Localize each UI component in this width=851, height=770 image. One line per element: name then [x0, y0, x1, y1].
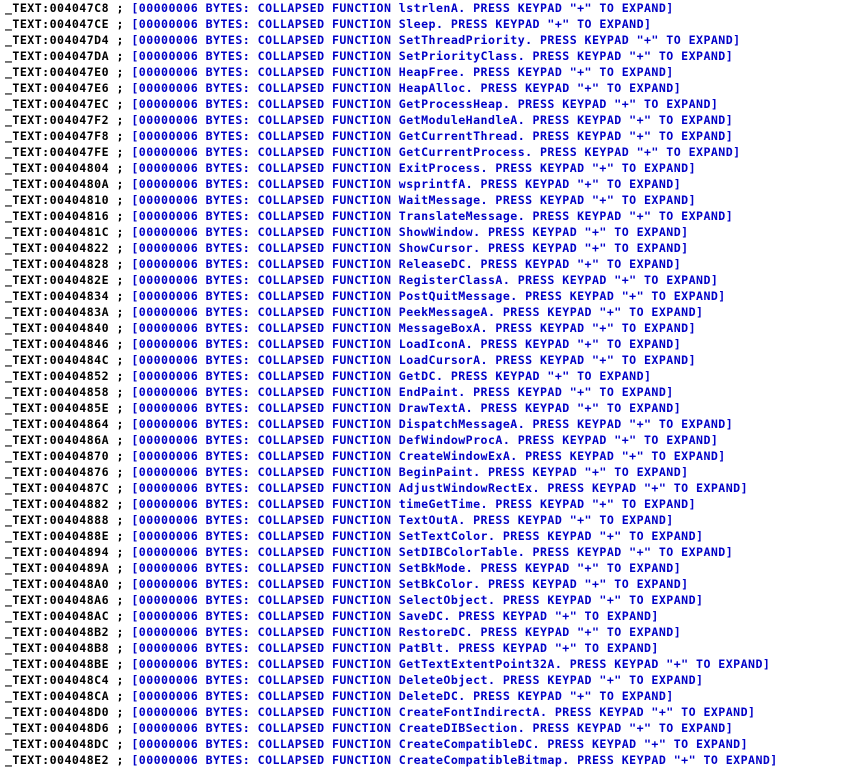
collapsed-function-comment[interactable]: [00000006 BYTES: COLLAPSED FUNCTION GetCurrentProcess. PRESS KEYPAD "+" TO EXPAND]: [131, 145, 741, 159]
line-address[interactable]: _TEXT:004047C8: [5, 1, 110, 15]
comment-separator: ;: [109, 721, 132, 735]
collapsed-function-comment[interactable]: [00000006 BYTES: COLLAPSED FUNCTION DispatchMessageA. PRESS KEYPAD "+" TO EXPAND]: [131, 417, 734, 431]
collapsed-function-comment[interactable]: [00000006 BYTES: COLLAPSED FUNCTION HeapFree. PRESS KEYPAD "+" TO EXPAND]: [131, 65, 674, 79]
line-address[interactable]: _TEXT:00404840: [5, 321, 110, 335]
line-address[interactable]: _TEXT:004048B8: [5, 641, 110, 655]
line-address[interactable]: _TEXT:00404834: [5, 289, 110, 303]
listing-line[interactable]: [5, 288, 851, 304]
comment-separator: ;: [109, 81, 132, 95]
line-address[interactable]: _TEXT:0040488E: [5, 529, 110, 543]
comment-separator: ;: [109, 753, 132, 767]
comment-separator: ;: [109, 193, 132, 207]
line-address[interactable]: _TEXT:004048DC: [5, 737, 110, 751]
collapsed-function-comment[interactable]: [00000006 BYTES: COLLAPSED FUNCTION SetBkMode. PRESS KEYPAD "+" TO EXPAND]: [131, 561, 682, 575]
comment-separator: ;: [109, 289, 132, 303]
line-address[interactable]: _TEXT:0040481C: [5, 225, 110, 239]
listing-line[interactable]: [5, 544, 851, 560]
comment-separator: ;: [109, 177, 132, 191]
comment-separator: ;: [109, 129, 132, 143]
collapsed-function-comment[interactable]: [00000006 BYTES: COLLAPSED FUNCTION TextOutA. PRESS KEYPAD "+" TO EXPAND]: [131, 513, 674, 527]
comment-separator: ;: [109, 449, 132, 463]
line-address[interactable]: _TEXT:004048D0: [5, 705, 110, 719]
collapsed-function-comment[interactable]: [00000006 BYTES: COLLAPSED FUNCTION timeGetTime. PRESS KEYPAD "+" TO EXPAND]: [131, 497, 697, 511]
comment-separator: ;: [109, 657, 132, 671]
listing-line[interactable]: [5, 112, 851, 128]
comment-separator: ;: [109, 609, 132, 623]
line-address[interactable]: _TEXT:00404810: [5, 193, 110, 207]
line-address[interactable]: _TEXT:004048A0: [5, 577, 110, 591]
listing-line[interactable]: [5, 80, 851, 96]
comment-separator: ;: [109, 577, 132, 591]
comment-separator: ;: [109, 529, 132, 543]
listing-line[interactable]: [5, 656, 851, 672]
collapsed-function-comment[interactable]: [00000006 BYTES: COLLAPSED FUNCTION SetPriorityClass. PRESS KEYPAD "+" TO EXPAND]: [131, 49, 734, 63]
comment-separator: ;: [109, 33, 132, 47]
collapsed-function-comment[interactable]: [00000006 BYTES: COLLAPSED FUNCTION CreateDIBSection. PRESS KEYPAD "+" TO EXPAND]: [131, 721, 734, 735]
collapsed-function-comment[interactable]: [00000006 BYTES: COLLAPSED FUNCTION CreateCompatibleBitmap. PRESS KEYPAD "+" TO EXPAND]: [131, 753, 778, 767]
comment-separator: ;: [109, 273, 132, 287]
collapsed-function-comment[interactable]: [00000006 BYTES: COLLAPSED FUNCTION DeleteObject. PRESS KEYPAD "+" TO EXPAND]: [131, 673, 704, 687]
line-address[interactable]: _TEXT:0040483A: [5, 305, 110, 319]
comment-separator: ;: [109, 737, 132, 751]
listing-line[interactable]: [5, 464, 851, 480]
listing-line[interactable]: [5, 16, 851, 32]
collapsed-function-comment[interactable]: [00000006 BYTES: COLLAPSED FUNCTION PeekMessageA. PRESS KEYPAD "+" TO EXPAND]: [131, 305, 704, 319]
listing-line[interactable]: [5, 96, 851, 112]
collapsed-function-comment[interactable]: [00000006 BYTES: COLLAPSED FUNCTION GetTextExtentPoint32A. PRESS KEYPAD "+" TO EXPAND]: [131, 657, 771, 671]
comment-separator: ;: [109, 705, 132, 719]
collapsed-function-comment[interactable]: [00000006 BYTES: COLLAPSED FUNCTION BeginPaint. PRESS KEYPAD "+" TO EXPAND]: [131, 465, 689, 479]
line-address[interactable]: _TEXT:004047CE: [5, 17, 110, 31]
line-address[interactable]: _TEXT:004048BE: [5, 657, 110, 671]
collapsed-function-comment[interactable]: [00000006 BYTES: COLLAPSED FUNCTION CreateWindowExA. PRESS KEYPAD "+" TO EXPAND]: [131, 449, 726, 463]
comment-separator: ;: [109, 641, 132, 655]
listing-line[interactable]: [5, 352, 851, 368]
listing-line[interactable]: [5, 224, 851, 240]
collapsed-function-comment[interactable]: [00000006 BYTES: COLLAPSED FUNCTION SelectObject. PRESS KEYPAD "+" TO EXPAND]: [131, 593, 704, 607]
collapsed-function-comment[interactable]: [00000006 BYTES: COLLAPSED FUNCTION EndPaint. PRESS KEYPAD "+" TO EXPAND]: [131, 385, 674, 399]
line-address[interactable]: _TEXT:004048E2: [5, 753, 110, 767]
line-address[interactable]: _TEXT:004048C4: [5, 673, 110, 687]
collapsed-function-comment[interactable]: [00000006 BYTES: COLLAPSED FUNCTION LoadCursorA. PRESS KEYPAD "+" TO EXPAND]: [131, 353, 697, 367]
line-address[interactable]: _TEXT:004047E0: [5, 65, 110, 79]
comment-separator: ;: [109, 17, 132, 31]
collapsed-function-comment[interactable]: [00000006 BYTES: COLLAPSED FUNCTION GetModuleHandleA. PRESS KEYPAD "+" TO EXPAND]: [131, 113, 734, 127]
collapsed-function-comment[interactable]: [00000006 BYTES: COLLAPSED FUNCTION CreateFontIndirectA. PRESS KEYPAD "+" TO EXPAND]: [131, 705, 756, 719]
listing-line[interactable]: [5, 240, 851, 256]
comment-separator: ;: [109, 673, 132, 687]
listing-line[interactable]: [5, 368, 851, 384]
listing-line[interactable]: [5, 176, 851, 192]
listing-line[interactable]: [5, 672, 851, 688]
collapsed-function-comment[interactable]: [00000006 BYTES: COLLAPSED FUNCTION PatBlt. PRESS KEYPAD "+" TO EXPAND]: [131, 641, 659, 655]
comment-separator: ;: [109, 305, 132, 319]
listing-line[interactable]: [5, 320, 851, 336]
listing-line[interactable]: [5, 528, 851, 544]
line-address[interactable]: _TEXT:00404804: [5, 161, 110, 175]
comment-separator: ;: [109, 497, 132, 511]
listing-line[interactable]: [5, 32, 851, 48]
disassembly-listing[interactable]: [5, 0, 851, 768]
comment-separator: ;: [109, 433, 132, 447]
listing-line[interactable]: [5, 384, 851, 400]
comment-separator: ;: [109, 161, 132, 175]
listing-line[interactable]: [5, 608, 851, 624]
collapsed-function-comment[interactable]: [00000006 BYTES: COLLAPSED FUNCTION DrawTextA. PRESS KEYPAD "+" TO EXPAND]: [131, 401, 682, 415]
line-address[interactable]: _TEXT:0040484C: [5, 353, 110, 367]
comment-separator: ;: [109, 465, 132, 479]
listing-line[interactable]: [5, 304, 851, 320]
comment-separator: ;: [109, 625, 132, 639]
collapsed-function-comment[interactable]: [00000006 BYTES: COLLAPSED FUNCTION RestoreDC. PRESS KEYPAD "+" TO EXPAND]: [131, 625, 682, 639]
line-address[interactable]: _TEXT:004047FE: [5, 145, 110, 159]
listing-line[interactable]: [5, 192, 851, 208]
line-address[interactable]: _TEXT:0040489A: [5, 561, 110, 575]
collapsed-function-comment[interactable]: [00000006 BYTES: COLLAPSED FUNCTION LoadIconA. PRESS KEYPAD "+" TO EXPAND]: [131, 337, 682, 351]
line-address[interactable]: _TEXT:00404894: [5, 545, 110, 559]
collapsed-function-comment[interactable]: [00000006 BYTES: COLLAPSED FUNCTION lstrlenA. PRESS KEYPAD "+" TO EXPAND]: [131, 1, 674, 15]
collapsed-function-comment[interactable]: [00000006 BYTES: COLLAPSED FUNCTION ShowCursor. PRESS KEYPAD "+" TO EXPAND]: [131, 241, 689, 255]
listing-line[interactable]: [5, 336, 851, 352]
listing-line[interactable]: [5, 688, 851, 704]
line-address[interactable]: _TEXT:0040480A: [5, 177, 110, 191]
line-address[interactable]: _TEXT:004047DA: [5, 49, 110, 63]
line-address[interactable]: _TEXT:004047EC: [5, 97, 110, 111]
listing-line[interactable]: [5, 576, 851, 592]
line-address[interactable]: _TEXT:004047F2: [5, 113, 110, 127]
comment-separator: ;: [109, 417, 132, 431]
collapsed-function-comment[interactable]: [00000006 BYTES: COLLAPSED FUNCTION DeleteDC. PRESS KEYPAD "+" TO EXPAND]: [131, 689, 674, 703]
listing-line[interactable]: [5, 592, 851, 608]
comment-separator: ;: [109, 561, 132, 575]
comment-separator: ;: [109, 401, 132, 415]
line-address[interactable]: _TEXT:00404852: [5, 369, 110, 383]
collapsed-function-comment[interactable]: [00000006 BYTES: COLLAPSED FUNCTION AdjustWindowRectEx. PRESS KEYPAD "+" TO EXPAND]: [131, 481, 749, 495]
listing-line[interactable]: [5, 704, 851, 720]
line-address[interactable]: _TEXT:0040482E: [5, 273, 110, 287]
collapsed-function-comment[interactable]: [00000006 BYTES: COLLAPSED FUNCTION Sleep. PRESS KEYPAD "+" TO EXPAND]: [131, 17, 652, 31]
comment-separator: ;: [109, 369, 132, 383]
collapsed-function-comment[interactable]: [00000006 BYTES: COLLAPSED FUNCTION RegisterClassA. PRESS KEYPAD "+" TO EXPAND]: [131, 273, 719, 287]
comment-separator: ;: [109, 145, 132, 159]
listing-line[interactable]: [5, 480, 851, 496]
collapsed-function-comment[interactable]: [00000006 BYTES: COLLAPSED FUNCTION WaitMessage. PRESS KEYPAD "+" TO EXPAND]: [131, 193, 697, 207]
collapsed-function-comment[interactable]: [00000006 BYTES: COLLAPSED FUNCTION SetBkColor. PRESS KEYPAD "+" TO EXPAND]: [131, 577, 689, 591]
comment-separator: ;: [109, 545, 132, 559]
collapsed-function-comment[interactable]: [00000006 BYTES: COLLAPSED FUNCTION GetDC. PRESS KEYPAD "+" TO EXPAND]: [131, 369, 652, 383]
collapsed-function-comment[interactable]: [00000006 BYTES: COLLAPSED FUNCTION TranslateMessage. PRESS KEYPAD "+" TO EXPAND]: [131, 209, 734, 223]
line-address[interactable]: _TEXT:004048AC: [5, 609, 110, 623]
comment-separator: ;: [109, 513, 132, 527]
listing-line[interactable]: [5, 272, 851, 288]
comment-separator: ;: [109, 113, 132, 127]
line-address[interactable]: _TEXT:00404846: [5, 337, 110, 351]
listing-line[interactable]: [5, 48, 851, 64]
collapsed-function-comment[interactable]: [00000006 BYTES: COLLAPSED FUNCTION ReleaseDC. PRESS KEYPAD "+" TO EXPAND]: [131, 257, 682, 271]
listing-line[interactable]: [5, 496, 851, 512]
collapsed-function-comment[interactable]: [00000006 BYTES: COLLAPSED FUNCTION DefWindowProcA. PRESS KEYPAD "+" TO EXPAND]: [131, 433, 719, 447]
listing-line[interactable]: [5, 432, 851, 448]
line-address[interactable]: _TEXT:004047F8: [5, 129, 110, 143]
line-address[interactable]: _TEXT:00404816: [5, 209, 110, 223]
line-address[interactable]: _TEXT:004048CA: [5, 689, 110, 703]
line-address[interactable]: _TEXT:00404828: [5, 257, 110, 271]
collapsed-function-comment[interactable]: [00000006 BYTES: COLLAPSED FUNCTION SaveDC. PRESS KEYPAD "+" TO EXPAND]: [131, 609, 659, 623]
listing-line[interactable]: [5, 256, 851, 272]
collapsed-function-comment[interactable]: [00000006 BYTES: COLLAPSED FUNCTION GetProcessHeap. PRESS KEYPAD "+" TO EXPAND]: [131, 97, 719, 111]
listing-line[interactable]: [5, 752, 851, 768]
collapsed-function-comment[interactable]: [00000006 BYTES: COLLAPSED FUNCTION CreateCompatibleDC. PRESS KEYPAD "+" TO EXPAND]: [131, 737, 749, 751]
line-address[interactable]: _TEXT:0040485E: [5, 401, 110, 415]
line-address[interactable]: _TEXT:00404864: [5, 417, 110, 431]
line-address[interactable]: _TEXT:004048A6: [5, 593, 110, 607]
collapsed-function-comment[interactable]: [00000006 BYTES: COLLAPSED FUNCTION MessageBoxA. PRESS KEYPAD "+" TO EXPAND]: [131, 321, 697, 335]
comment-separator: ;: [109, 97, 132, 111]
comment-separator: ;: [109, 65, 132, 79]
listing-line[interactable]: [5, 0, 851, 16]
comment-separator: ;: [109, 257, 132, 271]
comment-separator: ;: [109, 689, 132, 703]
listing-line[interactable]: [5, 736, 851, 752]
line-address[interactable]: _TEXT:00404876: [5, 465, 110, 479]
listing-line[interactable]: [5, 128, 851, 144]
collapsed-function-comment[interactable]: [00000006 BYTES: COLLAPSED FUNCTION ShowWindow. PRESS KEYPAD "+" TO EXPAND]: [131, 225, 689, 239]
line-address[interactable]: _TEXT:00404858: [5, 385, 110, 399]
listing-line[interactable]: [5, 560, 851, 576]
comment-separator: ;: [109, 1, 132, 15]
comment-separator: ;: [109, 337, 132, 351]
listing-line[interactable]: [5, 448, 851, 464]
line-address[interactable]: _TEXT:004047E6: [5, 81, 110, 95]
listing-line[interactable]: [5, 160, 851, 176]
collapsed-function-comment[interactable]: [00000006 BYTES: COLLAPSED FUNCTION PostQuitMessage. PRESS KEYPAD "+" TO EXPAND]: [131, 289, 726, 303]
comment-separator: ;: [109, 353, 132, 367]
line-address[interactable]: _TEXT:004048D6: [5, 721, 110, 735]
comment-separator: ;: [109, 481, 132, 495]
listing-line[interactable]: [5, 624, 851, 640]
comment-separator: ;: [109, 385, 132, 399]
listing-line[interactable]: [5, 208, 851, 224]
collapsed-function-comment[interactable]: [00000006 BYTES: COLLAPSED FUNCTION SetThreadPriority. PRESS KEYPAD "+" TO EXPAND]: [131, 33, 741, 47]
line-address[interactable]: _TEXT:00404822: [5, 241, 110, 255]
comment-separator: ;: [109, 241, 132, 255]
line-address[interactable]: _TEXT:0040487C: [5, 481, 110, 495]
line-address[interactable]: _TEXT:00404888: [5, 513, 110, 527]
collapsed-function-comment[interactable]: [00000006 BYTES: COLLAPSED FUNCTION GetCurrentThread. PRESS KEYPAD "+" TO EXPAND]: [131, 129, 734, 143]
comment-separator: ;: [109, 321, 132, 335]
collapsed-function-comment[interactable]: [00000006 BYTES: COLLAPSED FUNCTION wsprintfA. PRESS KEYPAD "+" TO EXPAND]: [131, 177, 682, 191]
listing-line[interactable]: [5, 400, 851, 416]
line-address[interactable]: _TEXT:004047D4: [5, 33, 110, 47]
collapsed-function-comment[interactable]: [00000006 BYTES: COLLAPSED FUNCTION HeapAlloc. PRESS KEYPAD "+" TO EXPAND]: [131, 81, 682, 95]
listing-line[interactable]: [5, 64, 851, 80]
listing-line[interactable]: [5, 640, 851, 656]
collapsed-function-comment[interactable]: [00000006 BYTES: COLLAPSED FUNCTION SetTextColor. PRESS KEYPAD "+" TO EXPAND]: [131, 529, 704, 543]
comment-separator: ;: [109, 593, 132, 607]
listing-line[interactable]: [5, 512, 851, 528]
line-address[interactable]: _TEXT:00404870: [5, 449, 110, 463]
collapsed-function-comment[interactable]: [00000006 BYTES: COLLAPSED FUNCTION ExitProcess. PRESS KEYPAD "+" TO EXPAND]: [131, 161, 697, 175]
line-address[interactable]: _TEXT:004048B2: [5, 625, 110, 639]
comment-separator: ;: [109, 225, 132, 239]
comment-separator: ;: [109, 49, 132, 63]
listing-line[interactable]: [5, 720, 851, 736]
listing-line[interactable]: [5, 416, 851, 432]
line-address[interactable]: _TEXT:00404882: [5, 497, 110, 511]
comment-separator: ;: [109, 209, 132, 223]
line-address[interactable]: _TEXT:0040486A: [5, 433, 110, 447]
collapsed-function-comment[interactable]: [00000006 BYTES: COLLAPSED FUNCTION SetDIBColorTable. PRESS KEYPAD "+" TO EXPAND]: [131, 545, 734, 559]
listing-line[interactable]: [5, 144, 851, 160]
